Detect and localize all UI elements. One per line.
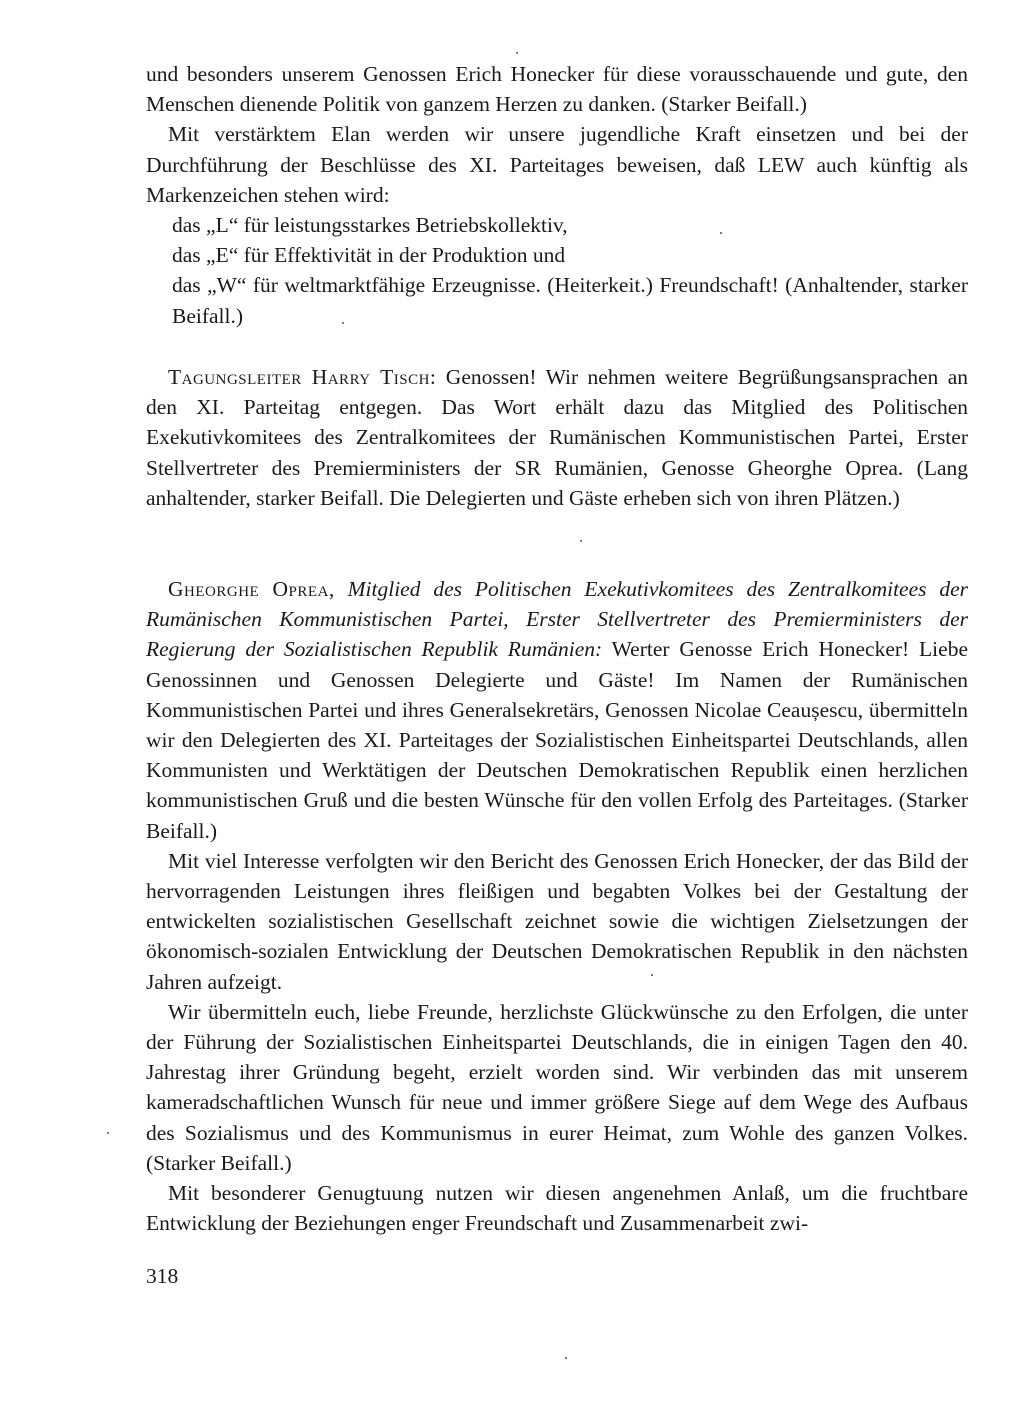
speech-continuation <box>146 59 968 331</box>
guest-speech <box>146 574 968 1238</box>
paragraph <box>146 362 968 513</box>
speaker-role: Mitglied des Politischen Exekutivkomitees des Zentralkomitees der Rumänischen Kommunistischen Partei, Erster Stellvertreter des Premierministers der Regierung der Sozialistischen Republik Rumänien: <box>146 577 968 662</box>
print-speck <box>565 1357 567 1359</box>
speaker-name: Tagungsleiter Harry Tisch: <box>168 365 437 389</box>
print-speck <box>516 52 518 54</box>
speech-text: Genossen! Wir nehmen weitere Begrüßungsansprachen an den XI. Parteitag entgegen. Das Wort erhält dazu das Mitglied des Politischen Exekutivkomitees des Zentralkomitees der Rumänischen Kommunistischen Partei, Erster Stellvertreter des Premierministers der SR Rumänien, Genosse Gheorghe Oprea. (Lang anhaltender, starker Beifall. Die Delegierten und Gäste erheben sich von ihren Plätzen.) <box>146 365 969 510</box>
paragraph <box>146 574 968 846</box>
page-number: 318 <box>146 1264 179 1288</box>
print-speck <box>580 540 582 542</box>
print-speck <box>651 974 653 976</box>
list-item-text: das „W“ für weltmarktfähige Erzeugnisse. (Heiterkeit.) Freundschaft! (Anhaltender, starker Beifall.) <box>172 273 968 328</box>
paragraph: Mit verstärktem Elan werden wir unsere jugendliche Kraft einsetzen und bei der Durchführung der Beschlüsse des XI. Parteitages beweisen, daß LEW auch künftig als Markenzeichen stehen wird: <box>146 122 968 207</box>
speech-text: Werter Genosse Erich Honecker! Liebe Genossinnen und Genossen Delegierte und Gäste! Im Namen der Rumänischen Kommunistischen Partei und ihres Generalsekretärs, Genossen Nicolae Ceaușescu, übermitteln wir den Delegierten des XI. Parteitages der Sozialistischen Einheitspartei Deutschlands, allen Kommunisten und Werktätigen der Deutschen Demokratischen Republik einen herzlichen kommunistischen Gruß und die besten Wünsche für den vollen Erfolg des Parteitages. (Starker Beifall.) <box>146 637 968 843</box>
speaker-name: Gheorghe Oprea, <box>168 577 335 601</box>
list-item: das „L“ für leistungsstarkes Betriebskollektiv, <box>172 213 568 238</box>
paragraph: Mit besonderer Genugtuung nutzen wir diesen angenehmen Anlaß, um die fruchtbare Entwicklung der Beziehungen enger Freundschaft und Zusammenarbeit zwi- <box>146 1181 968 1236</box>
print-speck <box>720 232 722 234</box>
paragraph: Mit viel Interesse verfolgten wir den Bericht des Genossen Erich Honecker, der das Bild der hervorragenden Leistungen ihres fleißigen und begabten Volkes bei der Gestaltung der entwickelten sozialistischen Gesellschaft zeichnet sowie die wichtigen Zielsetzungen der ökonomisch-sozialen Entwicklung der Deutschen Demokratischen Republik in den nächsten Jahren aufzeigt. <box>146 848 968 994</box>
print-speck <box>342 322 344 324</box>
print-speck <box>107 1132 109 1134</box>
list-item <box>146 270 968 330</box>
list-item: das „E“ für Effektivität in der Produktion und <box>172 243 566 268</box>
paragraph: Wir übermitteln euch, liebe Freunde, herzlichste Glückwünsche zu den Erfolgen, die unter der Führung der Sozialistischen Einheitspartei Deutschlands, die in einigen Tagen den 40. Jahrestag ihrer Gründung begeht, erzielt worden sind. Wir verbinden das mit unserem kameradschaftlichen Wunsch für neue und immer größere Siege auf dem Wege des Aufbaus des Sozialismus und des Kommunismus in eurer Heimat, zum Wohle des ganzen Volkes. (Starker Beifall.) <box>146 999 968 1175</box>
paragraph: und besonders unserem Genossen Erich Honecker für diese vorausschauende und gute, den Menschen dienende Politik von ganzem Herzen zu danken. (Starker Beifall.) <box>146 62 968 117</box>
chair-announcement <box>146 362 968 513</box>
